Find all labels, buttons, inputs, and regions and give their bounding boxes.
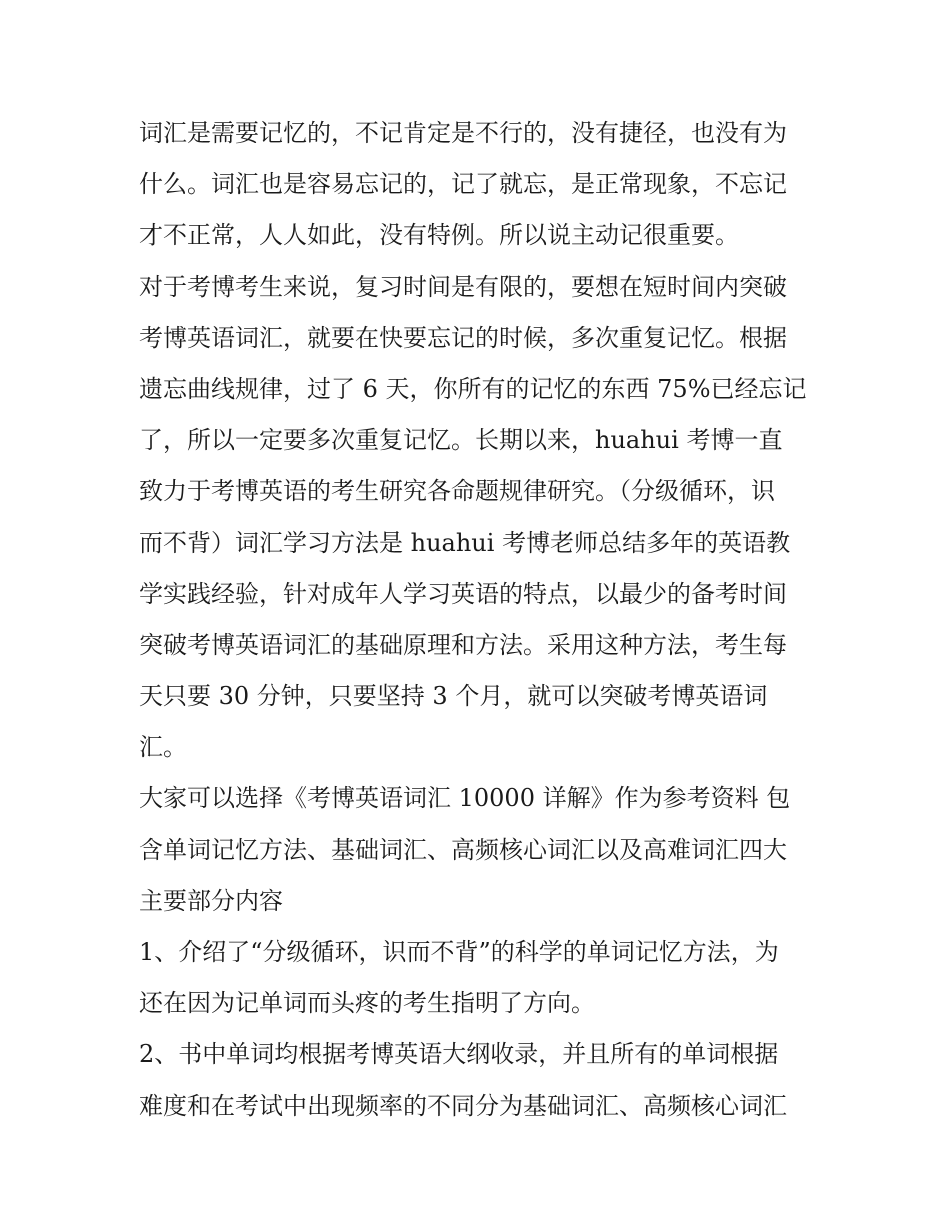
text-line: 对于考博考生来说，复习时间是有限的，要想在短时间内突破 [139,272,787,301]
text-line: 2、书中单词均根据考博英语大纲收录，并且所有的单词根据 [139,1040,779,1069]
text-line: 难度和在考试中出现频率的不同分为基础词汇、高频核心词汇 [139,1091,787,1120]
paragraph-vocab-memory [139,108,819,262]
text-line: 词汇是需要记忆的，不记肯定是不行的，没有捷径，也没有为 [139,119,787,147]
text-line: 遗忘曲线规律，过了 6 天，你所有的记忆的东西 75%已经忘记 [139,374,807,403]
text-line: 大家可以选择《考博英语词汇 10000 详解》作为参考资料 包 [139,784,791,813]
text-line: 考博英语词汇，就要在快要忘记的时候，多次重复记忆。根据 [139,323,787,352]
text-line: 致力于考博英语的考生研究各命题规律研究。（分级循环，识 [139,477,775,506]
text-line: 什么。词汇也是容易忘记的，记了就忘，是正常现象，不忘记 [139,170,787,199]
text-line: 还在因为记单词而头疼的考生指明了方向。 [139,989,595,1018]
text-line: 主要部分内容 [139,886,283,915]
list-item-2 [139,1029,819,1131]
text-line: 而不背）词汇学习方法是 huahui 考博老师总结多年的英语教 [139,528,791,557]
text-line: 含单词记忆方法、基础词汇、高频核心词汇以及高难词汇四大 [139,835,787,864]
text-line: 汇。 [139,733,187,762]
text-line: 才不正常，人人如此，没有特例。所以说主动记很重要。 [139,221,739,250]
document-page [139,108,819,1132]
text-line: 1、介绍了“分级循环，识而不背”的科学的单词记忆方法，为 [139,938,779,966]
text-line: 突破考博英语词汇的基础原理和方法。采用这种方法，考生每 [139,630,787,659]
text-line: 天只要 30 分钟，只要坚持 3 个月，就可以突破考博英语词 [139,682,768,711]
text-line: 了，所以一定要多次重复记忆。长期以来，huahui 考博一直 [139,426,783,455]
paragraph-review-method [139,262,819,774]
paragraph-reference-book [139,773,819,927]
text-line: 学实践经验，针对成年人学习英语的特点，以最少的备考时间 [139,579,787,608]
list-item-1 [139,927,819,1029]
